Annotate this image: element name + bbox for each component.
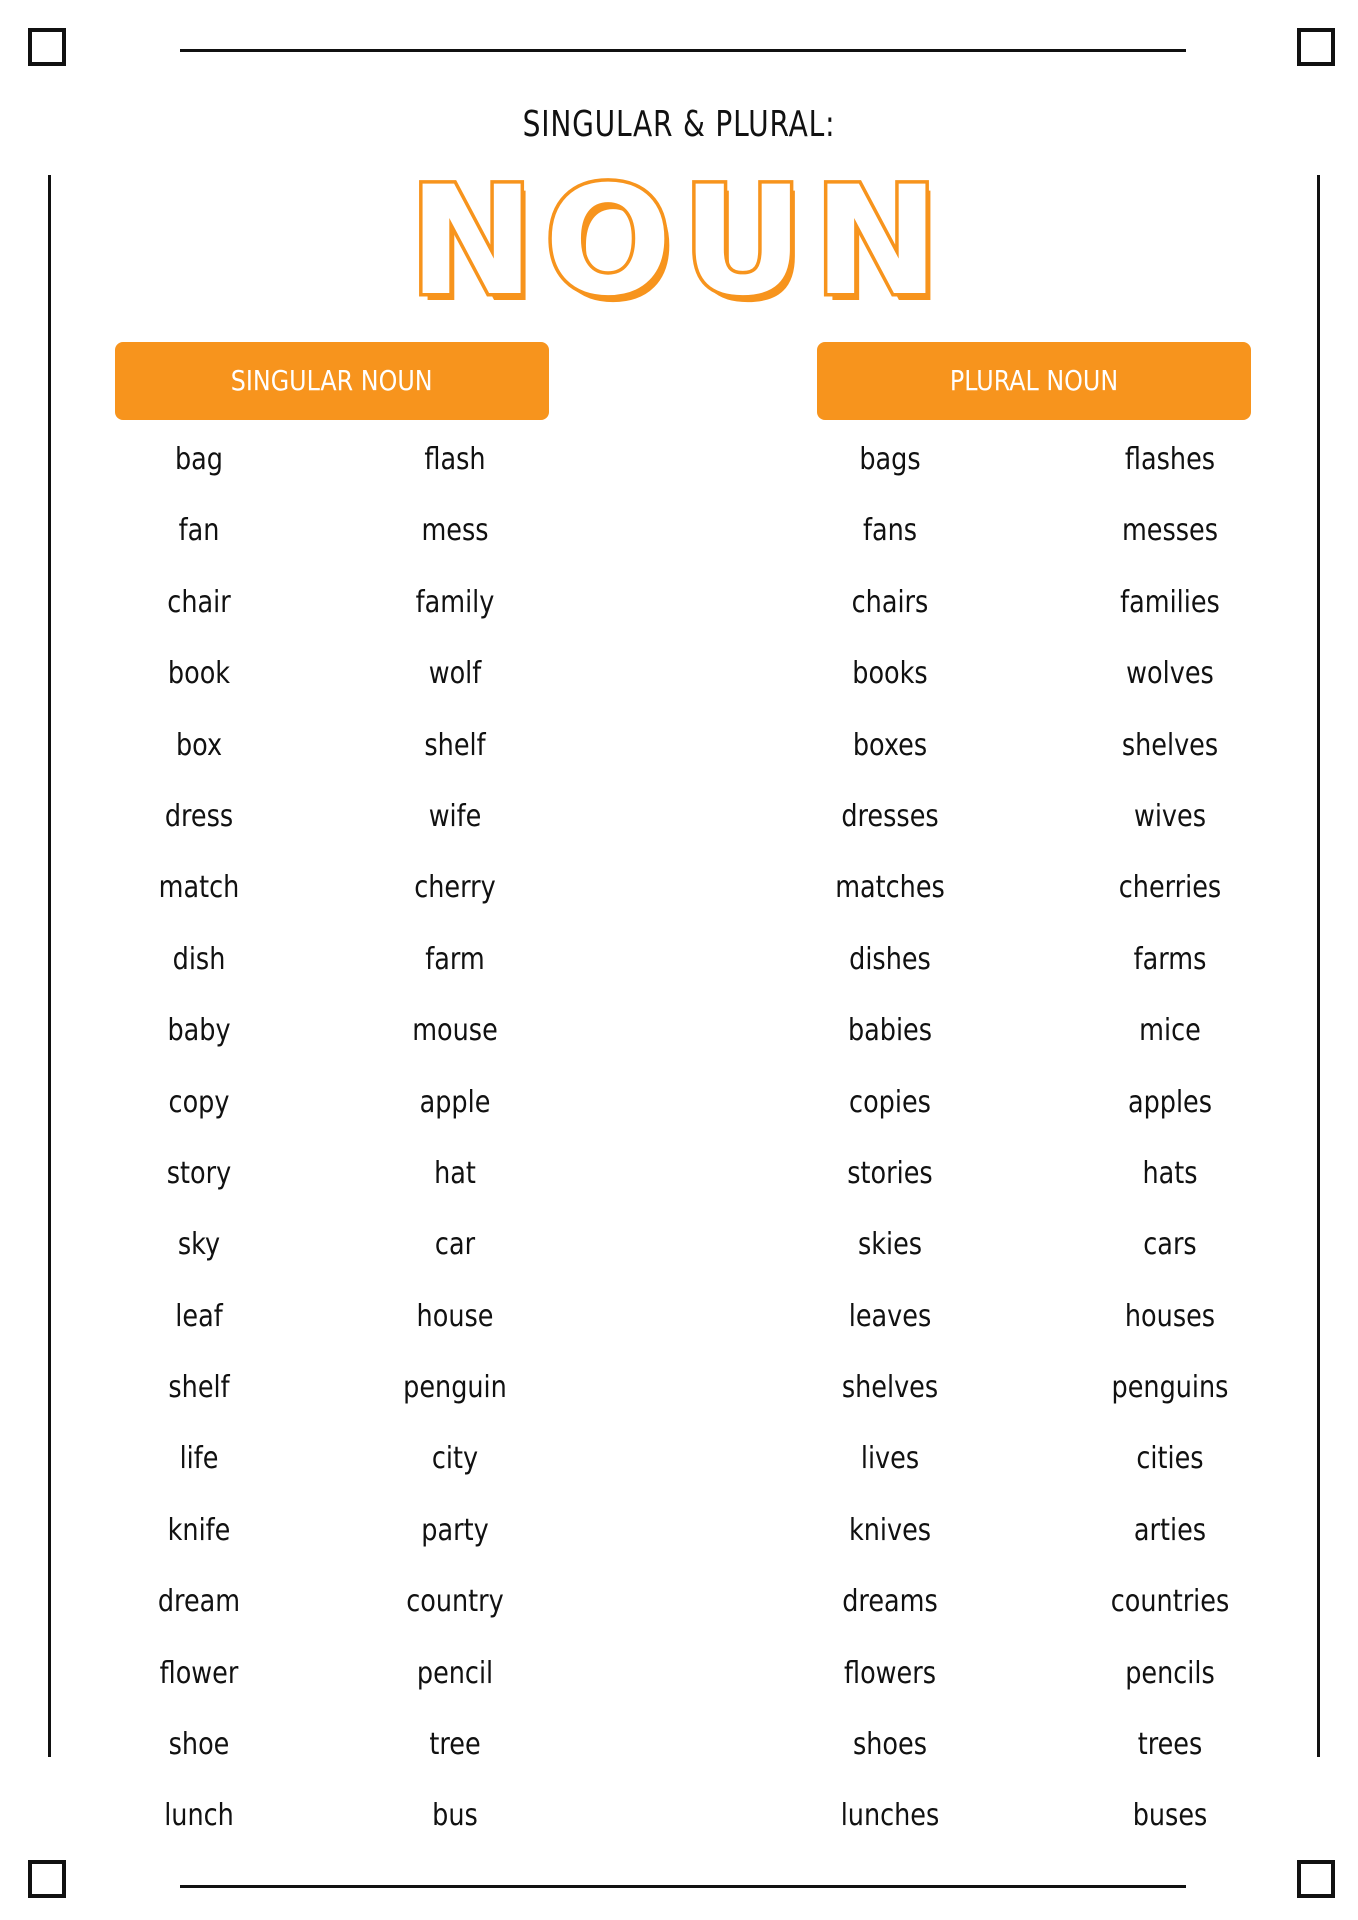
word-item: countries xyxy=(1110,1584,1230,1620)
word-item: story xyxy=(166,1155,232,1191)
word-item: chair xyxy=(167,584,231,620)
word-item: penguins xyxy=(1111,1370,1229,1406)
corner-square-bottom-left xyxy=(28,1860,66,1898)
word-item: apple xyxy=(419,1084,491,1120)
bottom-divider xyxy=(180,1885,1186,1888)
word-item: life xyxy=(179,1441,219,1477)
word-item: car xyxy=(434,1227,476,1263)
word-item: cherry xyxy=(414,870,496,906)
word-item: shelves xyxy=(1121,727,1219,763)
word-item: messes xyxy=(1121,513,1219,549)
word-item: pencil xyxy=(416,1655,494,1691)
singular-column-1 xyxy=(79,432,319,1860)
word-item: dresses xyxy=(841,798,939,834)
word-item: tree xyxy=(429,1727,481,1763)
left-border xyxy=(48,175,51,1757)
word-item: lunch xyxy=(164,1798,234,1834)
word-item: country xyxy=(406,1584,504,1620)
word-item: cities xyxy=(1136,1441,1204,1477)
word-item: pencils xyxy=(1125,1655,1215,1691)
word-item: shelf xyxy=(424,727,486,763)
corner-square-top-left xyxy=(28,28,66,66)
plural-column-2 xyxy=(1050,432,1290,1860)
word-item: apples xyxy=(1127,1084,1213,1120)
word-item: wolf xyxy=(428,656,482,692)
word-item: wives xyxy=(1133,798,1207,834)
word-item: mess xyxy=(421,513,489,549)
word-item: hats xyxy=(1142,1155,1198,1191)
word-item: sky xyxy=(177,1227,221,1263)
word-item: lunches xyxy=(840,1798,940,1834)
plural-noun-header-label: PLURAL NOUN xyxy=(949,364,1119,397)
corner-square-bottom-right xyxy=(1297,1860,1335,1898)
word-item: flash xyxy=(424,442,486,477)
word-item: houses xyxy=(1124,1298,1216,1334)
singular-noun-header-label: SINGULAR NOUN xyxy=(231,364,433,397)
word-item: cherries xyxy=(1118,870,1222,906)
page-title: NOUN xyxy=(408,155,950,329)
word-item: copies xyxy=(849,1084,931,1120)
word-item: wife xyxy=(428,798,482,834)
word-item: shoe xyxy=(168,1727,230,1763)
corner-square-top-right xyxy=(1297,28,1335,66)
word-item: mice xyxy=(1139,1013,1201,1049)
word-item: arties xyxy=(1133,1512,1207,1548)
word-item: matches xyxy=(835,870,945,906)
word-item: mouse xyxy=(412,1013,498,1049)
word-item: babies xyxy=(847,1013,933,1049)
singular-column-2 xyxy=(335,432,575,1860)
word-item: stories xyxy=(847,1155,933,1191)
word-item: knives xyxy=(848,1512,932,1548)
word-item: trees xyxy=(1137,1727,1203,1763)
word-item: skies xyxy=(857,1227,923,1263)
word-item: boxes xyxy=(852,727,928,763)
word-item: cars xyxy=(1143,1227,1197,1263)
word-item: chairs xyxy=(851,584,929,620)
word-item: shelves xyxy=(841,1370,939,1406)
word-item: flower xyxy=(159,1655,239,1691)
word-item: farms xyxy=(1133,941,1207,977)
word-item: baby xyxy=(167,1013,231,1049)
word-item: bags xyxy=(859,442,921,477)
word-item: penguin xyxy=(403,1370,507,1406)
page-subtitle: SINGULAR & PLURAL: xyxy=(522,104,836,145)
word-item: dish xyxy=(172,941,226,977)
word-item: fan xyxy=(178,513,220,549)
word-item: farm xyxy=(425,941,485,977)
word-item: bag xyxy=(174,442,223,477)
word-item: box xyxy=(175,727,223,763)
word-item: match xyxy=(158,870,240,906)
word-item: flashes xyxy=(1124,442,1216,477)
word-item: bus xyxy=(432,1798,478,1834)
word-item: house xyxy=(416,1298,494,1334)
word-item: dishes xyxy=(849,941,931,977)
word-item: fans xyxy=(862,513,918,549)
word-item: leaves xyxy=(848,1298,932,1334)
top-divider xyxy=(180,49,1186,52)
word-item: shoes xyxy=(852,1727,928,1763)
word-item: dreams xyxy=(842,1584,938,1620)
word-item: party xyxy=(421,1512,489,1548)
singular-noun-header xyxy=(115,342,549,420)
word-item: buses xyxy=(1132,1798,1208,1834)
word-item: city xyxy=(431,1441,479,1477)
word-item: knife xyxy=(167,1512,231,1548)
word-item: hat xyxy=(434,1155,476,1191)
word-item: books xyxy=(852,656,928,692)
word-item: dress xyxy=(164,798,234,834)
word-item: family xyxy=(415,584,495,620)
plural-noun-header xyxy=(817,342,1251,420)
right-border xyxy=(1317,175,1320,1757)
word-item: lives xyxy=(860,1441,920,1477)
word-item: leaf xyxy=(175,1298,223,1334)
word-item: wolves xyxy=(1126,656,1214,692)
word-item: copy xyxy=(168,1084,230,1120)
plural-column-1 xyxy=(770,432,1010,1860)
word-item: dream xyxy=(157,1584,241,1620)
word-item: flowers xyxy=(844,1655,936,1691)
word-item: shelf xyxy=(168,1370,230,1406)
word-item: families xyxy=(1120,584,1220,620)
word-item: book xyxy=(167,656,231,692)
